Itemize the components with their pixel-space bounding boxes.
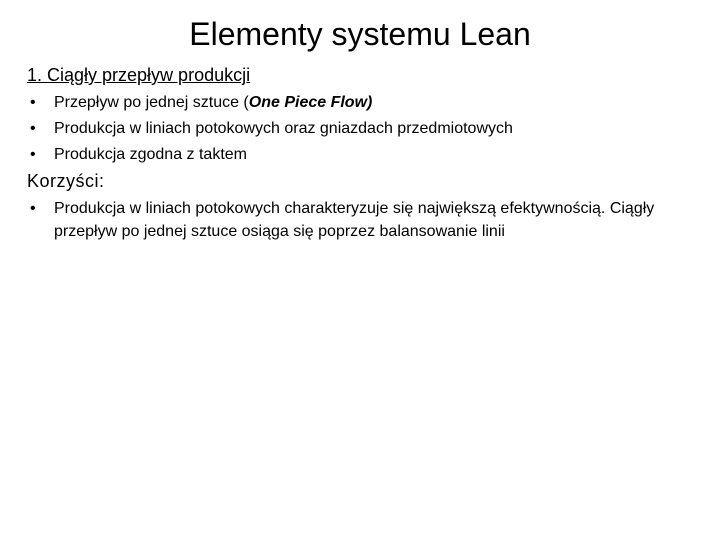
slide-title: Elementy systemu Lean: [189, 16, 531, 52]
list-item: [27, 117, 707, 141]
bullet-dot: •: [30, 120, 36, 137]
benefits-bullet-list: [27, 197, 707, 245]
bullet-text: Produkcja w liniach potokowych oraz gniazdach przedmiotowych: [54, 120, 513, 137]
bullet-text: Produkcja zgodna z taktem: [54, 146, 247, 163]
list-item: [27, 143, 707, 167]
bullet-text: Przepływ po jednej sztuce (: [54, 94, 249, 111]
list-item: [27, 91, 707, 115]
list-item: [27, 197, 707, 243]
bullet-text: Produkcja w liniach potokowych charakteryzuje się największą efektywnością. Ciągły przepływ po jednej sztuce osiąga się poprzez balansowanie linii: [54, 200, 655, 240]
section-heading: 1. Ciągły przepływ produkcji: [27, 65, 251, 85]
bullet-dot: •: [30, 200, 36, 217]
bullet-dot: •: [30, 94, 36, 111]
bullet-emphasis: One Piece Flow): [248, 94, 373, 111]
bullet-dot: •: [30, 146, 36, 163]
flow-bullet-list: [27, 91, 707, 169]
benefits-heading: Korzyści:: [27, 171, 105, 191]
